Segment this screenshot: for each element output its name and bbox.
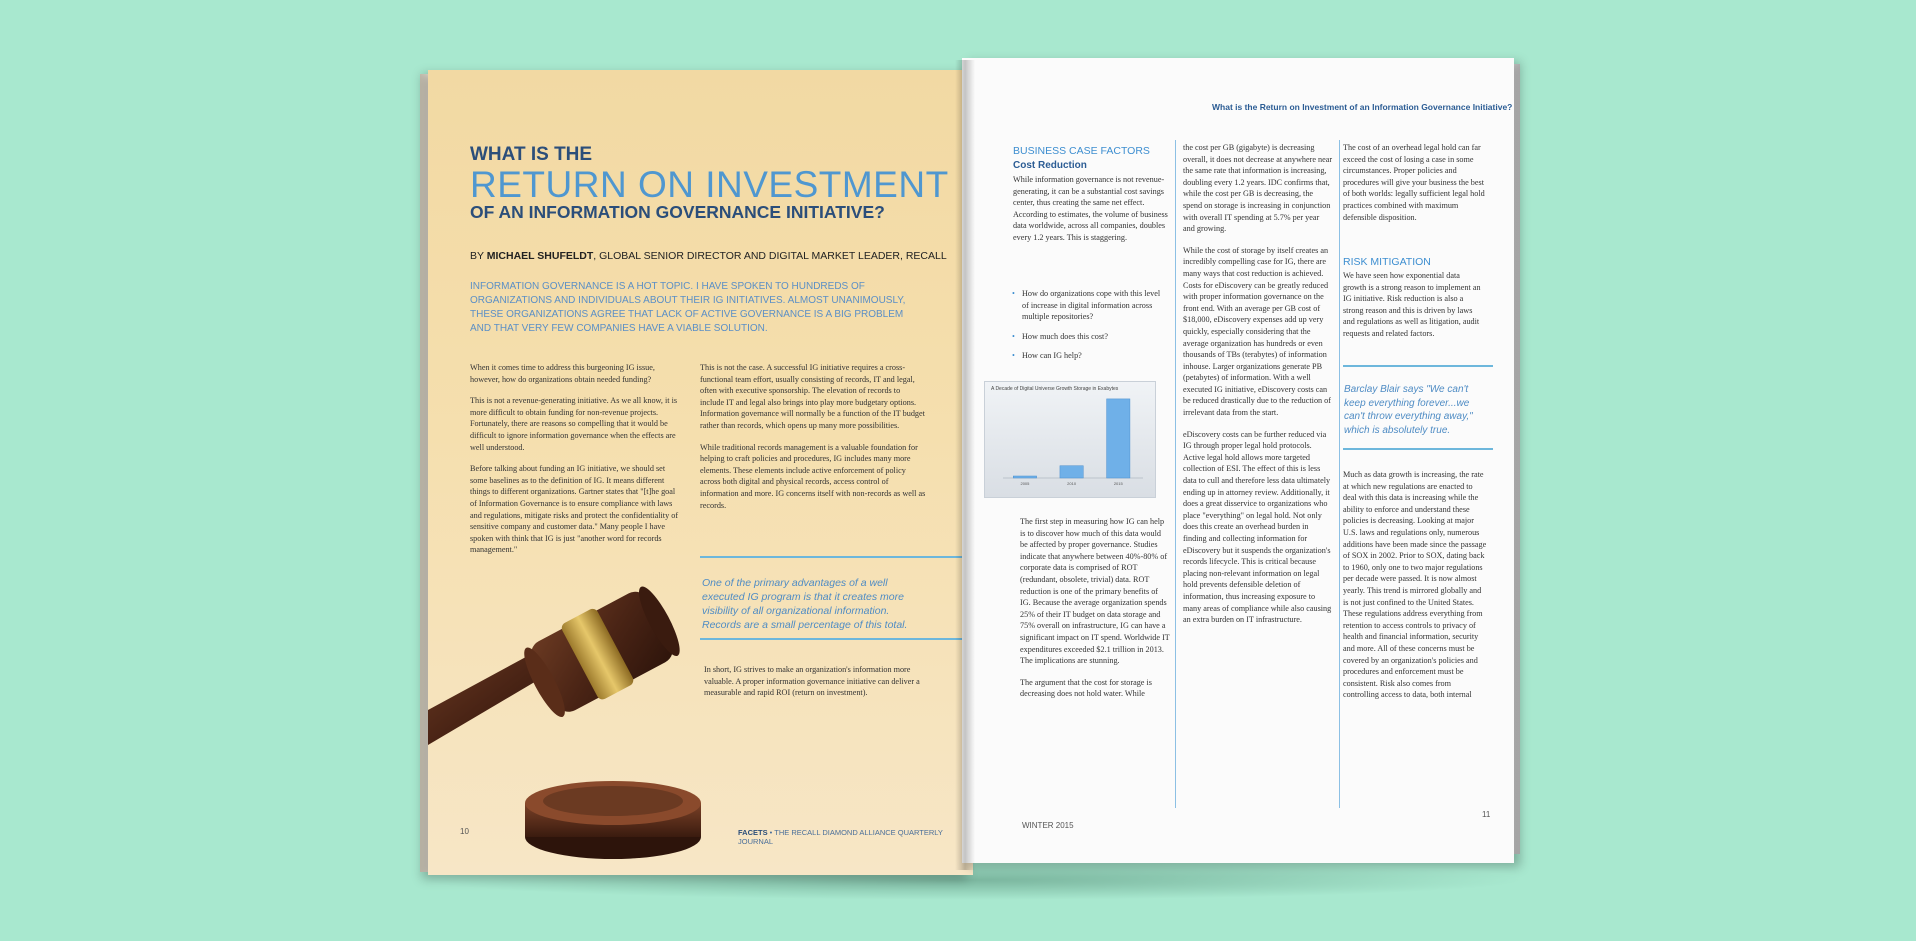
pull-quote-rule-top (1343, 365, 1493, 367)
running-head: What is the Return on Investment of an Information Governance Initiative? (1212, 102, 1513, 112)
right-column-1-top (1013, 174, 1168, 254)
question-list (1012, 288, 1162, 370)
paragraph: Before talking about funding an IG initiative, we should set some baselines as to the definition of IG. It means different things to different organizations. Gartner states that "[t]he goal of Information Governance is to ensure compliance with laws and regulations, mitigate risks and protect the confidentiality of sensitive company and customer data." Many people I have spoken with think that IG is just "another word for records management." (470, 464, 679, 555)
journal-separator: • (767, 828, 775, 837)
left-column-2 (700, 362, 926, 521)
section-heading-business-case: BUSINESS CASE FACTORS (1013, 145, 1150, 157)
right-page (962, 58, 1514, 863)
bullet-icon: • (1012, 289, 1015, 298)
gavel-illustration (428, 575, 748, 875)
paragraph: This is not a revenue-generating initiative. As we all know, it is more difficult to obtain funding for non-revenue projects. Fortunately, there are reasons so compelling that it would be difficult to ignore information governance when the effects are well understood. (470, 396, 678, 452)
paragraph: The cost of an overhead legal hold can far exceed the cost of losing a case in some circumstances. Proper policies and procedures will give your business the best of both worlds: legally sufficient legal hold practices combined with maximum defensible disposition. (1343, 143, 1485, 222)
chart-bar (1107, 399, 1130, 478)
paragraph: When it comes time to address this burgeoning IG issue, however, how do organizations obtain needed funding? (470, 363, 655, 384)
right-column-3-bottom (1343, 469, 1488, 711)
paragraph: This is not the case. A successful IG initiative requires a cross-functional team effort, usually consisting of records, IT and legal, often with executive sponsorship. The elevation of records to include IT and legal also brings into play more budgetary options. Information governance will normally be a function of the IT budget rather than records, which opens up many more possibilities. (700, 363, 925, 430)
paragraph: The argument that the cost for storage is decreasing does not hold water. While (1020, 677, 1152, 699)
storage-growth-chart (984, 381, 1156, 498)
byline-prefix: BY (470, 250, 487, 262)
article-kicker: WHAT IS THE (470, 144, 593, 165)
pull-quote: Barclay Blair says "We can't keep everything forever...we can't throw everything away," which is absolutely true. (1344, 384, 1473, 436)
article-headline: RETURN ON INVESTMENT (470, 164, 949, 205)
right-column-2 (1183, 142, 1333, 636)
paragraph: eDiscovery costs can be further reduced via IG through proper legal hold protocols. Active legal hold allows more targeted collection of ESI. The effect of this is less data to cull and therefore less data ultimately ending up in attorney review. Additionally, it does a great disservice to organizations who place "everything" on legal hold. Not only does this create an overhead burden in finding and collecting information for eDiscovery but it suspends the organization's records lifecycle. This is critical because placing non-relevant information on legal hold prevents defensible deletion of information, thus increasing exposure to many areas of compliance while also causing an extra burden on IT infrastructure. (1183, 429, 1332, 625)
list-item (1012, 331, 1162, 343)
pull-quote-rule-bottom (1343, 448, 1493, 450)
byline (470, 250, 947, 262)
left-column-1 (470, 362, 680, 566)
subheading-cost-reduction: Cost Reduction (1013, 160, 1087, 171)
bullet-icon: • (1012, 331, 1015, 341)
paragraph: While information governance is not revenue-generating, it can be a substantial cost savings center, thus creating the same net effect. According to estimates, the volume of business data worldwide, across all companies, doubles every 1.2 years. This is staggering. (1013, 175, 1168, 242)
list-item-text: How much does this cost? (1022, 331, 1108, 341)
list-item-text: How can IG help? (1022, 351, 1082, 361)
article-subhead: OF AN INFORMATION GOVERNANCE INITIATIVE? (470, 202, 885, 222)
paragraph: Much as data growth is increasing, the rate at which new regulations are enacted to deal with this data is increasing while the ability to enforce and understand these policies is decreasing. Looking at major U.S. laws and regulations only, numerous additions have been made since the passage of SOX in 2002. Prior to SOX, dating back to 1960, only one to two major regulations per decade were passed. It is now almost yearly. This trend is mirrored globally and is not just confined to the United States. These regulations address everything from retention to access controls to privacy of health and financial information, security and more. All of these concerns must be covered by an organization's policies and procedures and enforcement must be consistent. Risk also comes from controlling access to data, both internal (1343, 470, 1487, 700)
paragraph: In short, IG strives to make an organization's information more valuable. A proper information governance initiative can deliver a measurable and rapid ROI (return on investment). (704, 665, 920, 698)
intro-paragraph: INFORMATION GOVERNANCE IS A HOT TOPIC. I HAVE SPOKEN TO HUNDREDS OF ORGANIZATIONS AND INDIVIDUALS ABOUT THEIR IG INITIATIVES. ALMOST UNANIMOUSLY, THESE ORGANIZATIONS AGREE THAT LACK OF ACTIVE GOVERNANCE IS A BIG PROBLEM AND THAT VERY FEW COMPANIES HAVE A VIABLE SOLUTION. (470, 281, 906, 334)
author-title: , GLOBAL SENIOR DIRECTOR AND DIGITAL MARKET LEADER, RECALL (593, 250, 947, 262)
chart-bar (1013, 476, 1036, 478)
chart-plot (985, 382, 1155, 497)
list-item-text: How do organizations cope with this level of increase in digital information across multiple repositories? (1022, 289, 1161, 322)
chart-bar (1060, 466, 1083, 478)
list-item (1012, 350, 1162, 362)
paragraph: The first step in measuring how IG can help is to discover how much of this data would be affected by proper governance. Studies indicate that anywhere between 40%-80% of corporate data is comprised of ROT (redundant, obsolete, trivial) data. ROT reduction is one of the primary benefits of IG. Because the average organization spends 25% of their IT budget on data storage and 75% overall on infrastructure, IG can have a significant impact on IT spend. Worldwide IT expenditures exceeded $2.1 trillion in 2013. The implications are stunning. (1020, 517, 1170, 666)
spine-gutter (955, 60, 975, 870)
bullet-icon: • (1012, 351, 1015, 361)
journal-tagline: THE RECALL DIAMOND ALLIANCE QUARTERLY JOURNAL (738, 828, 943, 846)
left-page (428, 70, 973, 875)
section-heading-risk-mitigation: RISK MITIGATION (1343, 256, 1431, 268)
journal-name: FACETS (738, 828, 768, 837)
journal-footer (738, 828, 973, 846)
right-column-3-mid (1343, 270, 1485, 350)
column-divider (1175, 140, 1176, 808)
column-divider (1339, 140, 1340, 808)
page-number-right: 11 (1482, 810, 1491, 819)
pull-quote-rule-top (700, 556, 970, 558)
chart-title: A Decade of Digital Universe Growth Storage in Exabytes (991, 386, 1119, 392)
author-name: MICHAEL SHUFELDT (486, 250, 594, 262)
issue-date: WINTER 2015 (1022, 821, 1074, 830)
paragraph: While traditional records management is a valuable foundation for helping to craft policies and procedures, IG includes many more elements. These elements include active enforcement of policy across both digital and physical records, access control of information and more. IG concerns itself with non-records as well as records. (700, 442, 926, 510)
page-number-left: 10 (460, 827, 469, 836)
paragraph: We have seen how exponential data growth is a strong reason to implement an IG initiative. Risk reduction is also a strong reason and this is driven by laws and regulations as well as litigation, audit requests and related factors. (1343, 271, 1481, 338)
paragraph: While the cost of storage by itself creates an incredibly compelling case for IG, there are many ways that cost reduction is achieved. Costs for eDiscovery can be greatly reduced with proper information governance on the front end. With an average per GB cost of $18,000, eDiscovery expenses add up very quickly, especially considering that the average organization has hundreds or even thousands of TBs (terabytes) of information inhouse. Larger organizations generate PB (petabytes) of information. With a well executed IG initiative, eDiscovery costs can be reduced drastically due to the reduction of irrelevant data from the start. (1183, 245, 1331, 418)
right-column-1-bottom (1020, 516, 1170, 710)
chart-tick-label: 2010 (1067, 481, 1077, 486)
list-item (1012, 288, 1162, 323)
chart-tick-label: 2015 (1113, 481, 1123, 486)
paragraph: the cost per GB (gigabyte) is decreasing overall, it does not decrease at anywhere near the same rate that information is increasing, doubling every 1.2 years. IDC confirms that, while the cost per GB is decreasing, the spend on storage is increasing in conjunction with overall IT spending at 5.7% per year and growing. (1183, 143, 1333, 234)
right-column-3-top (1343, 142, 1485, 233)
chart-tick-label: 2005 (1020, 481, 1030, 486)
pull-quote: One of the primary advantages of a well executed IG program is that it creates more visibility of all organizational information. Records are a small percentage of this total. (702, 577, 908, 631)
